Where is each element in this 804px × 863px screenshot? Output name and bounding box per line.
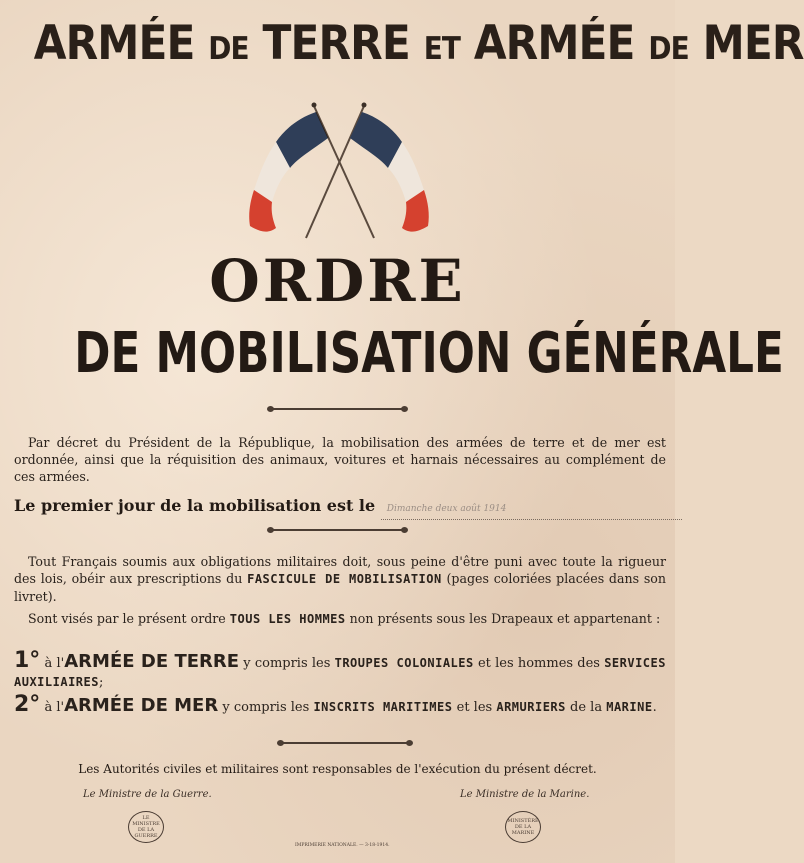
obligation-text-after: (pages coloriées placées dans son livret). [14, 571, 666, 604]
item1-mid1: y compris les [243, 656, 331, 671]
item2-mid2: et les [456, 700, 493, 715]
item2-mid3: de la [570, 700, 603, 715]
all-men-emphasis: TOUS LES HOMMES [229, 612, 346, 626]
divider-3 [280, 742, 410, 744]
crossed-flags-icon [236, 98, 441, 243]
item1-mid2: et les hommes des [477, 656, 600, 671]
divider-1 [270, 408, 405, 410]
item2-armourers: ARMURIERS [496, 700, 566, 714]
item1-auxiliary-services: SERVICES AUXILIAIRES [14, 656, 666, 689]
headline-word-armee-1: ARMÉE [33, 16, 195, 71]
navy-seal-text: MINISTÈRE DE LA MARINE [507, 818, 539, 836]
item2-army: ARMÉE DE MER [64, 695, 219, 716]
item1-army: ARMÉE DE TERRE [64, 651, 240, 672]
targeted-text-after: non présents sous les Drapeaux et appartenant : [349, 611, 661, 626]
headline-et: ET [423, 31, 460, 67]
item2-prefix: à l' [44, 700, 65, 715]
item1-number: 1° [14, 648, 41, 673]
first-day-handwritten-date: Dimanche deux août 1914 [381, 499, 682, 520]
obligation-paragraph [14, 553, 666, 605]
headline-word-mer: MER [702, 16, 804, 71]
item2-end: . [652, 700, 657, 715]
item2-maritime-inscribed: INSCRITS MARITIMES [313, 700, 453, 714]
first-day-label: Le premier jour de la mobilisation est le [14, 496, 376, 515]
targeted-text-before: Sont visés par le présent ordre [28, 611, 226, 626]
item1-end: ; [98, 675, 104, 690]
title-ordre: ORDRE [209, 247, 466, 315]
printer-imprint: IMPRIMERIE NATIONALE. — 3-18-1914. [295, 843, 390, 848]
targeted-paragraph [14, 610, 666, 628]
responsibility-sentence: Les Autorités civiles et militaires sont responsables de l'exécution du présent décret. [78, 762, 597, 776]
first-day-line [14, 496, 674, 520]
item1-prefix: à l' [44, 656, 65, 671]
item2-marine: MARINE [606, 700, 653, 714]
title-mobilisation: DE MOBILISATION GÉNÉRALE [74, 321, 784, 386]
headline [33, 14, 804, 79]
war-ministry-seal [128, 811, 164, 843]
headline-de-2: DE [648, 31, 689, 67]
item-army-sea [14, 692, 666, 717]
headline-de-1: DE [208, 31, 249, 67]
minister-war-signature: Le Ministre de la Guerre. [83, 789, 212, 800]
fascicule-emphasis: FASCICULE DE MOBILISATION [247, 572, 442, 586]
item1-colonial-troops: TROUPES COLONIALES [334, 656, 474, 670]
item-army-land [14, 648, 666, 692]
item2-number: 2° [14, 692, 41, 717]
minister-navy-signature: Le Ministre de la Marine. [460, 789, 590, 800]
obligation-text-before: Tout Français soumis aux obligations militaires doit, sous peine d'être puni avec toute la rigueur des lois, obéir aux prescriptions du [14, 554, 666, 586]
headline-word-terre: TERRE [262, 16, 410, 71]
headline-word-armee-2: ARMÉE [473, 16, 635, 71]
war-seal-text: LE MINISTRE DE LA GUERRE [132, 815, 160, 839]
item2-mid1: y compris les [222, 700, 310, 715]
navy-ministry-seal [505, 811, 541, 843]
divider-2 [270, 529, 405, 531]
decree-paragraph: Par décret du Président de la République, la mobilisation des armées de terre et de mer est ordonnée, ainsi que la réquisition des animaux, voitures et harnais nécessaires au complément de ces armées. [14, 435, 666, 484]
